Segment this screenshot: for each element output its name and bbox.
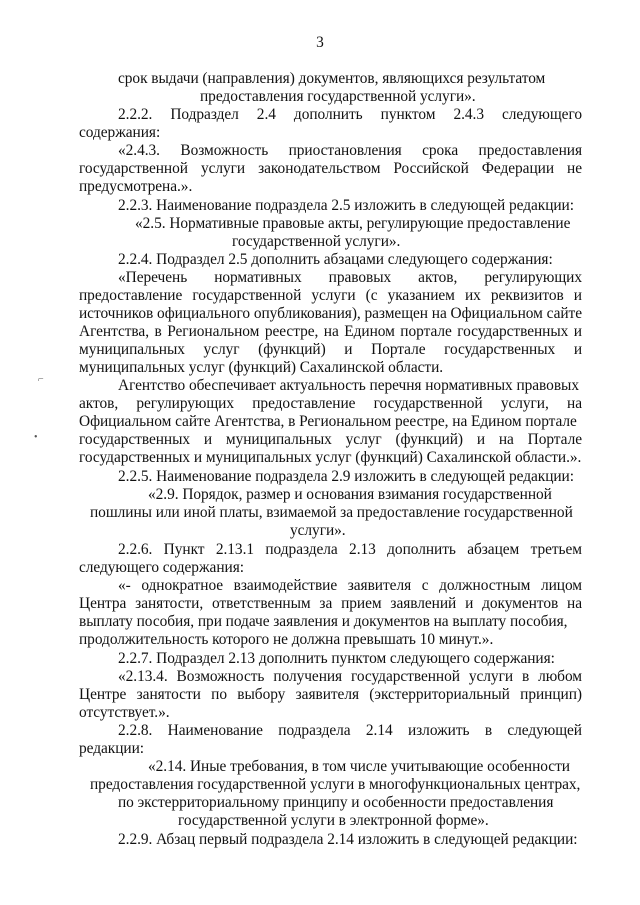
text-line: Официальном сайте Агентства, в Региональном реестре, на Едином портале	[79, 413, 577, 430]
text-line: 2.2.8. Наименование подраздела 2.14 изложить в следующей	[118, 722, 582, 739]
text-line: государственных и муниципальных услуг (функций) и на Портале	[79, 431, 582, 448]
text-line: Центра занятости, ответственным за прием заявлений и документов на	[79, 595, 582, 612]
text-line: содержания:	[79, 124, 161, 141]
text-line: редакции:	[79, 740, 144, 757]
text-line: государственных и муниципальных услуг (функций) Сахалинской области.».	[79, 449, 582, 466]
text-line: «2.9. Порядок, размер и основания взимания государственной	[148, 486, 552, 503]
text-line: актов, регулирующих предоставление государственной услуги, на	[79, 395, 582, 412]
text-line: муниципальных услуг (функций) Сахалинской области.	[79, 359, 444, 376]
scan-dot: •	[34, 432, 38, 443]
text-line: Агентство обеспечивает актуальность перечня нормативных правовых	[118, 377, 579, 394]
text-line: государственной услуги в электронной форме».	[178, 812, 489, 829]
text-line: 2.2.6. Пункт 2.13.1 подраздела 2.13 дополнить абзацем третьем	[118, 541, 582, 558]
text-line: отсутствует.».	[79, 704, 170, 721]
scan-mark: ⌐	[38, 374, 44, 385]
text-line: 2.2.5. Наименование подраздела 2.9 изложить в следующей редакции:	[118, 468, 574, 485]
text-line: Агентства, в Региональном реестре, на Едином портале государственных и	[79, 323, 582, 340]
text-line: следующего содержания:	[79, 559, 244, 576]
text-line: «- однократное взаимодействие заявителя с должностным лицом	[118, 577, 582, 594]
text-line: 2.2.2. Подраздел 2.4 дополнить пунктом 2.4.3 следующего	[118, 106, 582, 123]
text-line: 2.2.3. Наименование подраздела 2.5 изложить в следующей редакции:	[118, 197, 574, 214]
text-line: срок выдачи (направления) документов, являющихся результатом	[118, 70, 546, 87]
text-line: предусмотрена.».	[79, 178, 193, 195]
text-line: 2.2.9. Абзац первый подраздела 2.14 изложить в следующей редакции:	[118, 831, 578, 848]
text-line: «2.14. Иные требования, в том числе учитывающие особенности	[148, 758, 570, 775]
text-line: выплату пособия, при подаче заявления и документов на выплату пособия,	[79, 613, 568, 630]
text-line: «Перечень нормативных правовых актов, регулирующих	[118, 269, 582, 286]
text-line: 2.2.4. Подраздел 2.5 дополнить абзацами следующего содержания:	[118, 251, 553, 268]
text-line: государственной услуги».	[232, 233, 401, 250]
text-line: «2.4.3. Возможность приостановления срока предоставления	[118, 142, 582, 159]
text-line: муниципальных услуг (функций) и Портале государственных и	[79, 341, 582, 358]
text-line: государственной услуги законодательством Российской Федерации не	[79, 160, 582, 177]
text-line: «2.5. Нормативные правовые акты, регулирующие предоставление	[135, 215, 571, 232]
text-line: пошлины или иной платы, взимаемой за предоставление государственной	[90, 504, 573, 521]
text-line: «2.13.4. Возможность получения государственной услуги в любом	[118, 668, 582, 685]
text-line: предоставления государственной услуги в многофункциональных центрах,	[90, 776, 581, 793]
text-line: Центре занятости по выбору заявителя (экстерриториальный принцип)	[79, 686, 582, 703]
text-line: 2.2.7. Подраздел 2.13 дополнить пунктом следующего содержания:	[118, 650, 555, 667]
text-line: по экстерриториальному принципу и особенности предоставления	[118, 794, 554, 811]
text-line: услуги».	[290, 522, 346, 539]
text-line: источников официального опубликования), размещен на Официальном сайте	[79, 305, 583, 322]
text-line: продолжительность которого не должна превышать 10 минут.».	[79, 631, 494, 648]
page-number: 3	[316, 34, 324, 51]
text-line: предоставления государственной услуги».	[200, 88, 476, 105]
text-line: предоставление государственной услуги (с указанием их реквизитов и	[79, 287, 582, 304]
